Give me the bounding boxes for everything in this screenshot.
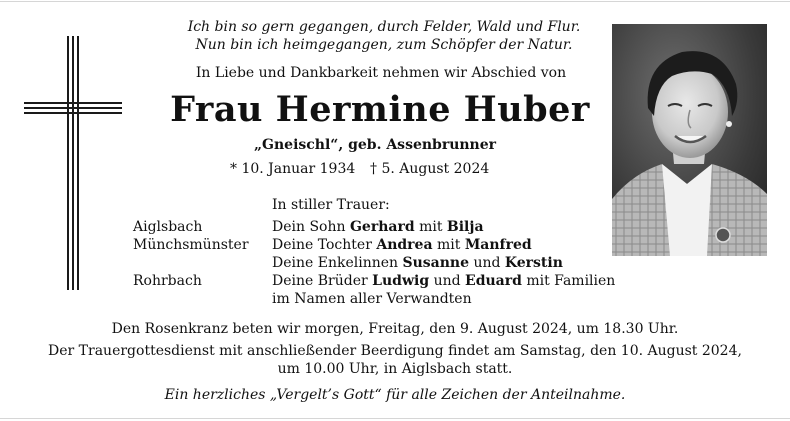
verse-line-2: Nun bin ich heimgegangen, zum Schöpfer der Natur. [195,37,573,53]
mourner-place: Aiglsbach [133,219,203,235]
funeral-info-line-1: Der Trauergottesdienst mit anschließender Beerdigung findet am Samstag, den 10. August 2024, [48,343,742,359]
mourner-line: Deine Tochter Andrea mit Manfred [272,237,532,253]
death-date: † 5. August 2024 [370,161,490,177]
funeral-info-line-2: um 10.00 Uhr, in Aiglsbach statt. [277,361,513,377]
portrait-image [612,24,767,256]
deceased-name: Frau Hermine Huber [170,89,590,130]
mourner-place: Münchsmünster [133,237,249,253]
top-border [0,1,790,2]
closing-thanks: Ein herzliches „Vergelt’s Gott“ für alle Zeichen der Anteilnahme. [164,387,626,403]
mourner-line: Deine Enkelinnen Susanne und Kerstin [272,255,563,271]
mourners-closing-line: im Namen aller Verwandten [272,291,472,307]
mourner-line: Deine Brüder Ludwig und Eduard mit Familien [272,273,616,289]
birth-date: * 10. Januar 1934 [230,161,356,177]
portrait-photo [612,24,767,256]
verse-line-1: Ich bin so gern gegangen, durch Felder, Wald und Flur. [187,19,581,35]
bottom-border [0,418,790,419]
mourner-place: Rohrbach [133,273,202,289]
rosary-info: Den Rosenkranz beten wir morgen, Freitag, den 9. August 2024, um 18.30 Uhr. [111,321,679,337]
deceased-nickname: „Gneischl“, geb. Assenbrunner [253,137,497,153]
mourners-heading: In stiller Trauer: [272,197,390,213]
intro-text: In Liebe und Dankbarkeit nehmen wir Abschied von [195,65,567,81]
mourner-line: Dein Sohn Gerhard mit Bilja [272,219,484,235]
